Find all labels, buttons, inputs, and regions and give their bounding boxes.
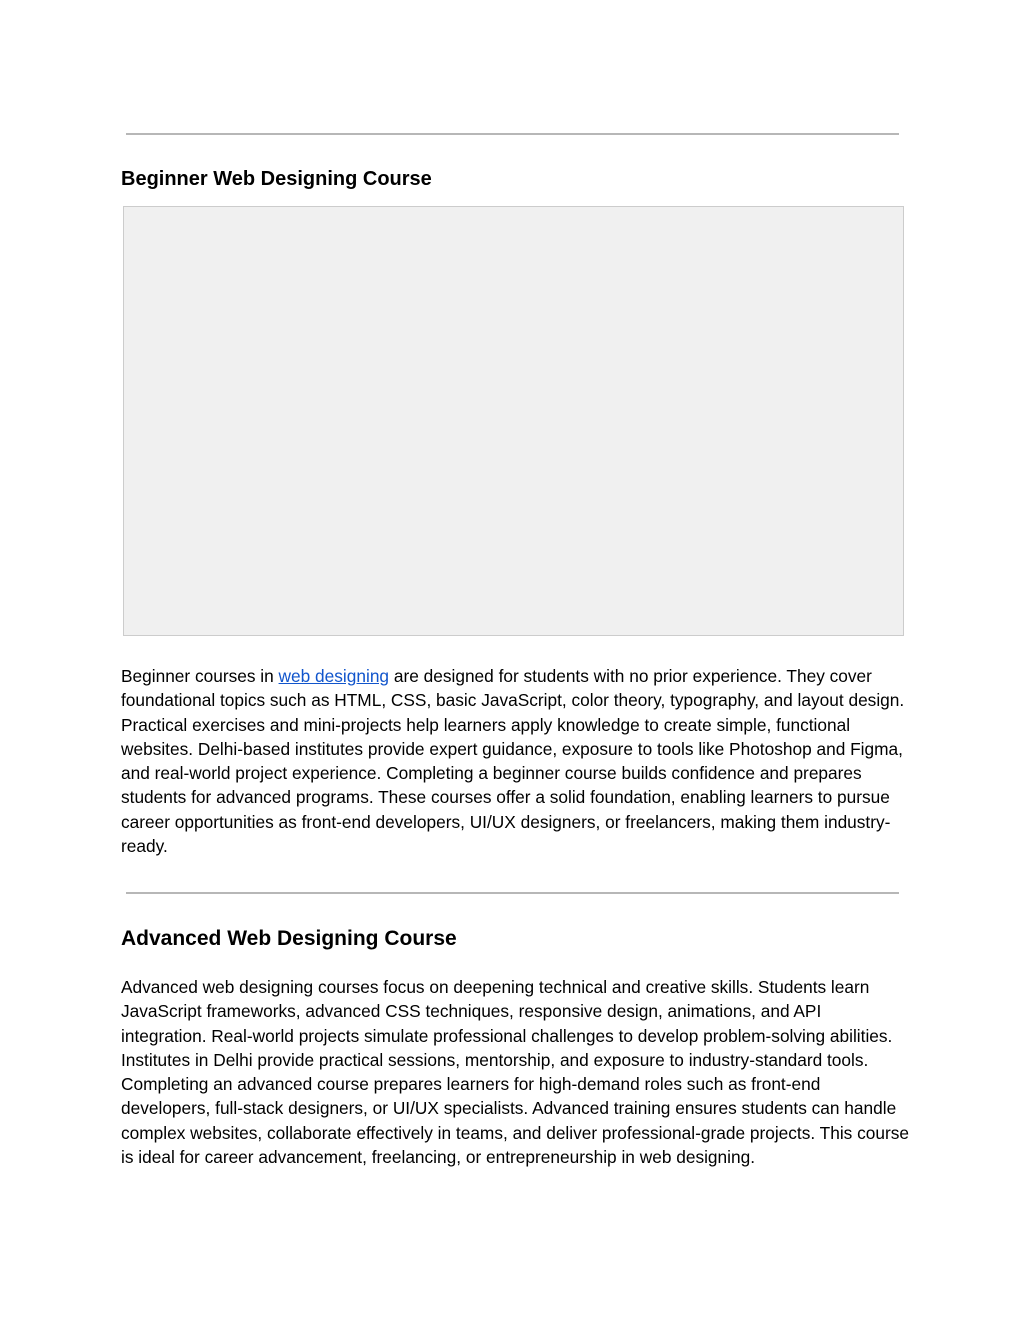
horizontal-rule xyxy=(126,892,899,894)
horizontal-rule xyxy=(126,133,899,135)
paragraph-text: Beginner courses in xyxy=(121,666,279,686)
beginner-course-heading: Beginner Web Designing Course xyxy=(121,168,432,190)
web-designing-link[interactable]: web designing xyxy=(278,666,390,686)
beginner-course-paragraph xyxy=(121,664,911,858)
course-image xyxy=(123,206,904,636)
paragraph-text: are designed for students with no prior experience. They cover foundational topics such as HTML, CSS, basic JavaScript, color theory, typography, and layout design. Practical exercises and mini-projects help learners apply knowledge to create simple, functional websites. Delhi-based institutes provide expert guidance, exposure to tools like Photoshop and Figma, and real-world project experience. Completing a beginner course builds confidence and prepares students for advanced programs. These courses offer a solid foundation, enabling learners to pursue career opportunities as front-end developers, UI/UX designers, or freelancers, making them industry-ready. xyxy=(121,666,905,857)
advanced-course-paragraph: Advanced web designing courses focus on deepening technical and creative skills. Students learn JavaScript frameworks, advanced CSS techniques, responsive design, animations, and API integration. Real-world projects simulate professional challenges to develop problem-solving abilities. Institutes in Delhi provide practical sessions, mentorship, and exposure to industry-standard tools. Completing an advanced course prepares learners for high-demand roles such as front-end developers, full-stack designers, or UI/UX specialists. Advanced training ensures students can handle complex websites, collaborate effectively in teams, and deliver professional-grade projects. This course is ideal for career advancement, freelancing, or entrepreneurship in web designing. xyxy=(121,977,909,1168)
advanced-course-heading: Advanced Web Designing Course xyxy=(121,927,457,950)
